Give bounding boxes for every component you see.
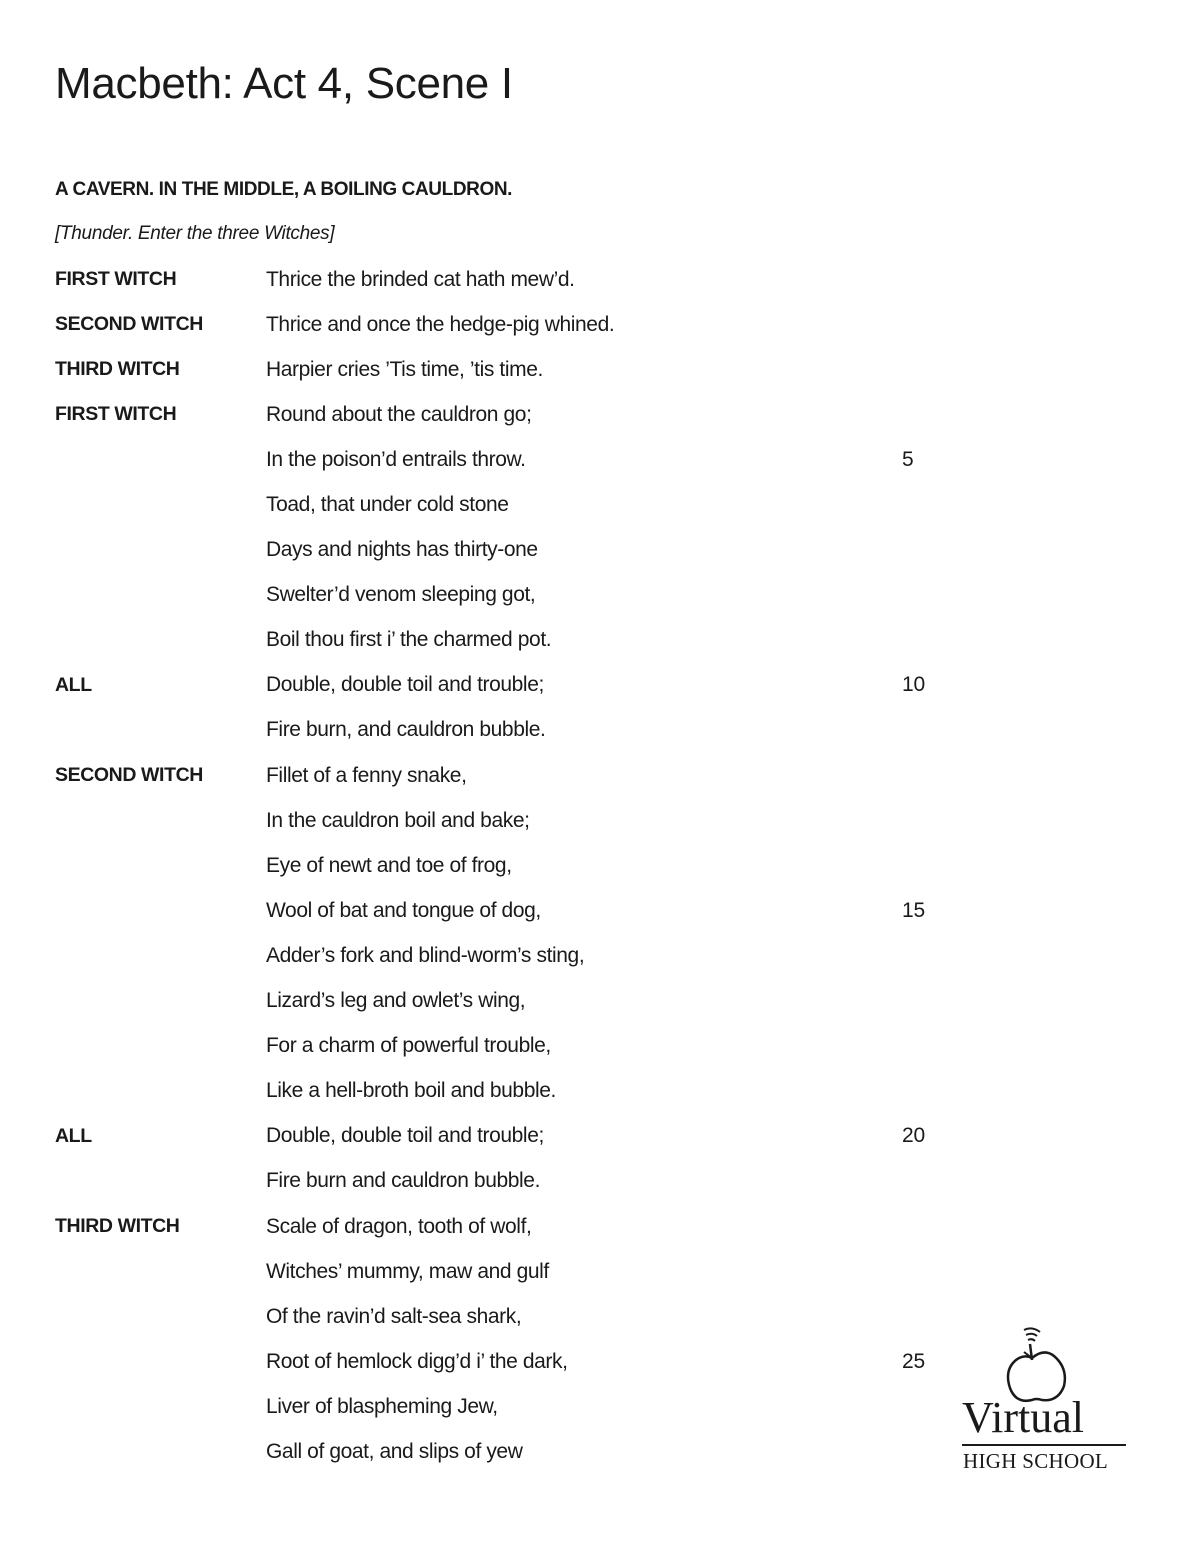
line-number: 10: [902, 673, 925, 697]
script-line: [0, 933, 1000, 978]
script-line: [0, 1114, 1000, 1159]
verse-text: Round about the cauldron go;: [266, 402, 532, 426]
verse-text: Double, double toil and trouble;: [266, 1124, 544, 1148]
verse-text: Thrice the brinded cat hath mew’d.: [266, 267, 575, 291]
script-line: [0, 257, 1000, 302]
speaker-name: FIRST WITCH: [55, 403, 177, 426]
script-line: [0, 708, 1000, 753]
verse-text: Thrice and once the hedge-pig whined.: [266, 312, 615, 336]
verse-text: Days and nights has thirty-one: [266, 538, 538, 562]
script-line: [0, 573, 1000, 618]
logo-divider: [962, 1444, 1126, 1446]
verse-text: In the cauldron boil and bake;: [266, 808, 530, 832]
verse-text: Scale of dragon, tooth of wolf,: [266, 1214, 532, 1238]
scene-heading: A CAVERN. IN THE MIDDLE, A BOILING CAULDRON.: [55, 179, 513, 200]
script-line: [0, 1204, 1000, 1249]
script-line: [0, 347, 1000, 392]
verse-text: Toad, that under cold stone: [266, 493, 509, 517]
speaker-name: ALL: [55, 673, 92, 696]
script-line: [0, 1024, 1000, 1069]
line-number: 5: [902, 447, 914, 471]
script-line: [0, 1384, 1000, 1429]
script-line: [0, 528, 1000, 573]
script-line: [0, 392, 1000, 437]
verse-text: Fillet of a fenny snake,: [266, 763, 467, 787]
script-line: [0, 1069, 1000, 1114]
verse-text: Like a hell-broth boil and bubble.: [266, 1079, 556, 1103]
script-line: [0, 1159, 1000, 1204]
verse-text: Fire burn and cauldron bubble.: [266, 1169, 541, 1193]
script-line: [0, 618, 1000, 663]
script-line: [0, 302, 1000, 347]
speaker-name: THIRD WITCH: [55, 358, 180, 381]
verse-text: Liver of blaspheming Jew,: [266, 1394, 498, 1418]
page-title: Macbeth: Act 4, Scene I: [55, 59, 513, 108]
script-line: [0, 437, 1000, 482]
verse-text: Witches’ mummy, maw and gulf: [266, 1259, 549, 1283]
verse-text: Wool of bat and tongue of dog,: [266, 898, 541, 922]
script-line: [0, 979, 1000, 1024]
line-number: 15: [902, 898, 925, 922]
verse-text: In the poison’d entrails throw.: [266, 447, 526, 471]
speaker-name: ALL: [55, 1124, 92, 1147]
verse-text: Gall of goat, and slips of yew: [266, 1439, 523, 1463]
logo-wordmark: Virtual: [962, 1393, 1084, 1442]
verse-text: Fire burn, and cauldron bubble.: [266, 718, 546, 742]
verse-text: Adder’s fork and blind-worm’s sting,: [266, 943, 585, 967]
verse-text: For a charm of powerful trouble,: [266, 1034, 551, 1058]
verse-text: Eye of newt and toe of frog,: [266, 853, 512, 877]
verse-text: Of the ravin’d salt-sea shark,: [266, 1304, 522, 1328]
verse-text: Lizard’s leg and owlet’s wing,: [266, 989, 526, 1013]
script-body: [0, 257, 1000, 1475]
script-line: [0, 843, 1000, 888]
verse-text: Swelter’d venom sleeping got,: [266, 583, 536, 607]
line-number: 25: [902, 1349, 925, 1373]
speaker-name: FIRST WITCH: [55, 268, 177, 291]
verse-text: Double, double toil and trouble;: [266, 673, 544, 697]
speaker-name: SECOND WITCH: [55, 313, 203, 336]
script-line: [0, 1294, 1000, 1339]
line-number: 20: [902, 1124, 925, 1148]
script-line: [0, 482, 1000, 527]
verse-text: Root of hemlock digg’d i’ the dark,: [266, 1349, 568, 1373]
script-line: [0, 1429, 1000, 1474]
script-line: [0, 1339, 1000, 1384]
script-line: [0, 1249, 1000, 1294]
logo-subtitle: HIGH SCHOOL: [963, 1449, 1109, 1473]
script-line: [0, 753, 1000, 798]
speaker-name: THIRD WITCH: [55, 1215, 180, 1238]
script-line: [0, 663, 1000, 708]
stage-direction: [Thunder. Enter the three Witches]: [55, 223, 335, 244]
verse-text: Harpier cries ’Tis time, ’tis time.: [266, 357, 543, 381]
speaker-name: SECOND WITCH: [55, 764, 203, 787]
script-line: [0, 888, 1000, 933]
script-line: [0, 798, 1000, 843]
verse-text: Boil thou first i’ the charmed pot.: [266, 628, 552, 652]
